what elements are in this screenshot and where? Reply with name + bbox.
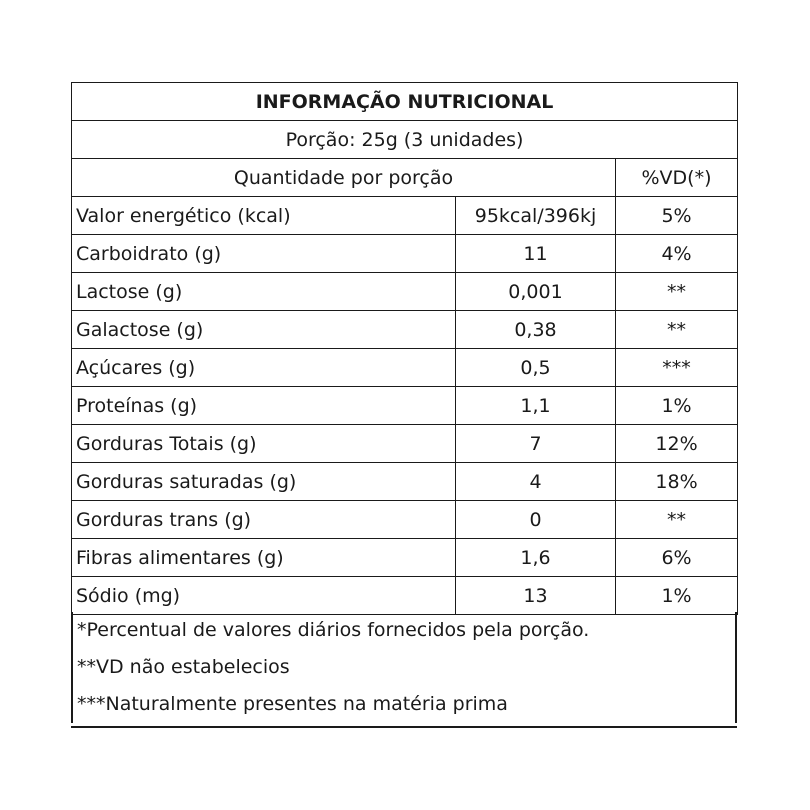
nutrient-name: Lactose (g) <box>72 273 456 311</box>
nutrient-name: Gorduras trans (g) <box>72 501 456 539</box>
quantity-header: Quantidade por porção <box>72 159 616 197</box>
bottom-border <box>71 726 737 728</box>
nutrient-name: Gorduras Totais (g) <box>72 425 456 463</box>
nutrient-vd: 1% <box>616 387 738 425</box>
nutrient-amount: 1,6 <box>456 539 616 577</box>
table-row <box>72 311 738 349</box>
vd-header: %VD(*) <box>616 159 738 197</box>
footnote-vd-not-established: **VD não estabelecios <box>77 656 290 678</box>
nutrient-name: Carboidrato (g) <box>72 235 456 273</box>
table-row <box>72 349 738 387</box>
nutrient-vd: 12% <box>616 425 738 463</box>
nutrient-name: Sódio (mg) <box>72 577 456 615</box>
column-header-row <box>72 159 738 197</box>
nutrient-amount: 11 <box>456 235 616 273</box>
table-row <box>72 197 738 235</box>
table-row <box>72 387 738 425</box>
nutrient-vd: 18% <box>616 463 738 501</box>
table-row <box>72 577 738 615</box>
nutrient-vd: *** <box>616 349 738 387</box>
nutrient-amount: 0,5 <box>456 349 616 387</box>
nutrient-name: Proteínas (g) <box>72 387 456 425</box>
nutrient-name: Gorduras saturadas (g) <box>72 463 456 501</box>
nutrient-name: Valor energético (kcal) <box>72 197 456 235</box>
nutrient-amount: 7 <box>456 425 616 463</box>
nutrient-amount: 0 <box>456 501 616 539</box>
nutrient-vd: 6% <box>616 539 738 577</box>
table-title: INFORMAÇÃO NUTRICIONAL <box>72 83 738 121</box>
nutrient-amount: 1,1 <box>456 387 616 425</box>
footnote-vd-basis: *Percentual de valores diários fornecidos pela porção. <box>77 619 590 641</box>
table-row <box>72 501 738 539</box>
nutrient-vd: ** <box>616 311 738 349</box>
nutrient-name: Fibras alimentares (g) <box>72 539 456 577</box>
nutrient-amount: 4 <box>456 463 616 501</box>
nutrient-vd: 5% <box>616 197 738 235</box>
nutrient-name: Galactose (g) <box>72 311 456 349</box>
nutrient-amount: 13 <box>456 577 616 615</box>
portion-size: Porção: 25g (3 unidades) <box>72 121 738 159</box>
nutrient-vd: 1% <box>616 577 738 615</box>
nutrient-vd: ** <box>616 501 738 539</box>
table-row <box>72 273 738 311</box>
nutrient-amount: 0,001 <box>456 273 616 311</box>
nutrient-amount: 95kcal/396kj <box>456 197 616 235</box>
table-row <box>72 463 738 501</box>
portion-row <box>72 121 738 159</box>
nutrient-vd: ** <box>616 273 738 311</box>
nutrition-table <box>71 82 738 615</box>
title-row <box>72 83 738 121</box>
nutrient-amount: 0,38 <box>456 311 616 349</box>
table-row <box>72 425 738 463</box>
table-row <box>72 235 738 273</box>
footnotes <box>71 612 737 723</box>
footnote-naturally-present: ***Naturalmente presentes na matéria prima <box>77 693 508 715</box>
nutrient-name: Açúcares (g) <box>72 349 456 387</box>
table-row <box>72 539 738 577</box>
nutrient-vd: 4% <box>616 235 738 273</box>
